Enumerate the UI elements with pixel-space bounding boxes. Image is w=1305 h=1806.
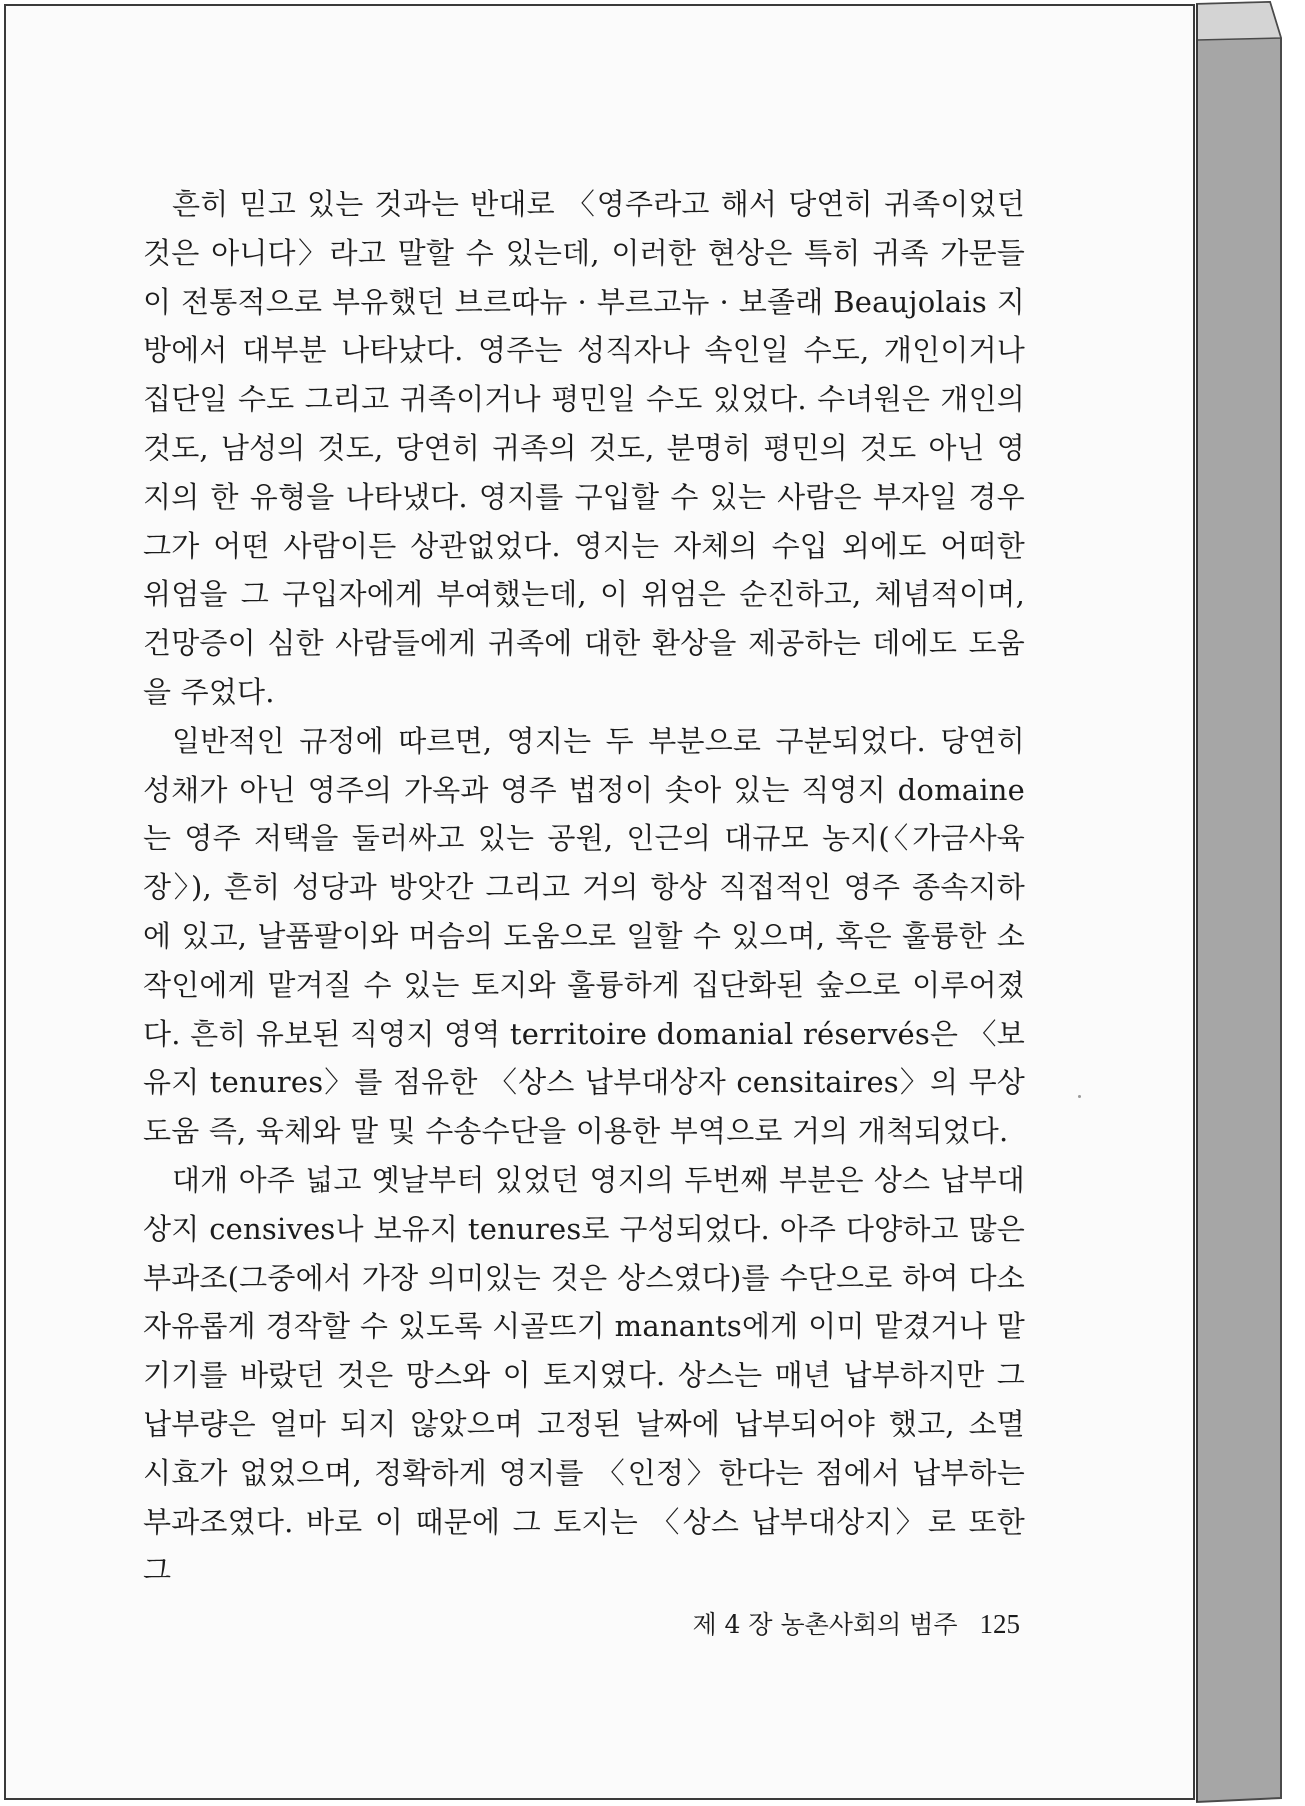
- body-text: [143, 180, 1025, 1595]
- paragraph-1: 흔히 믿고 있는 것과는 반대로 〈영주라고 해서 당연히 귀족이었던 것은 아니다〉라고 말할 수 있는데, 이러한 현상은 특히 귀족 가문들이 전통적으로 부유했던 브르따뉴 · 부르고뉴 · 보졸래 Beaujolais 지방에서 대부분 나타났다. 영주는 성직자나 속인일 수도, 개인이거나 집단일 수도 그리고 귀족이거나 평민일 수도 있었다. 수녀원은 개인의 것도, 남성의 것도, 당연히 귀족의 것도, 분명히 평민의 것도 아닌 영지의 한 유형을 나타냈다. 영지를 구입할 수 있는 사람은 부자일 경우 그가 어떤 사람이든 상관없었다. 영지는 자체의 수입 외에도 어떠한 위엄을 그 구입자에게 부여했는데, 이 위엄은 순진하고, 체념적이며, 건망증이 심한 사람들에게 귀족에 대한 환상을 제공하는 데에도 도움을 주었다.: [143, 187, 1025, 709]
- paragraph-3: 대개 아주 넓고 옛날부터 있었던 영지의 두번째 부분은 상스 납부대상지 censives나 보유지 tenures로 구성되었다. 아주 다양하고 많은 부과조(그중에서 가장 의미있는 것은 상스였다)를 수단으로 하여 다소 자유롭게 경작할 수 있도록 시골뜨기 manants에게 이미 맡겼거나 맡기기를 바랐던 것은 망스와 이 토지였다. 상스는 매년 납부하지만 그 납부량은 얼마 되지 않았으며 고정된 날짜에 납부되어야 했고, 소멸 시효가 없었으며, 정확하게 영지를 〈인정〉한다는 점에서 납부하는 부과조였다. 바로 이 때문에 그 토지는 〈상스 납부대상지〉로 또한 그: [143, 1162, 1025, 1588]
- scan-speck: [1078, 1095, 1081, 1098]
- running-footer: [600, 1605, 1020, 1641]
- page-number: 125: [979, 1609, 1020, 1639]
- chapter-title: 제 4 장 농촌사회의 범주: [692, 1610, 958, 1639]
- paragraph-2: 일반적인 규정에 따르면, 영지는 두 부분으로 구분되었다. 당연히 성채가 아닌 영주의 가옥과 영주 법정이 솟아 있는 직영지 domaine는 영주 저택을 둘러싸고 있는 공원, 인근의 대규모 농지(〈가금사육장〉), 흔히 성당과 방앗간 그리고 거의 항상 직접적인 영주 종속지하에 있고, 날품팔이와 머슴의 도움으로 일할 수 있으며, 혹은 훌륭한 소작인에게 맡겨질 수 있는 토지와 훌륭하게 집단화된 숲으로 이루어졌다. 흔히 유보된 직영지 영역 territoire domanial réservés은 〈보유지 tenures〉를 점유한 〈상스 납부대상자 censitaires〉의 무상도움 즉, 육체와 말 및 수송수단을 이용한 부역으로 거의 개척되었다.: [143, 723, 1025, 1149]
